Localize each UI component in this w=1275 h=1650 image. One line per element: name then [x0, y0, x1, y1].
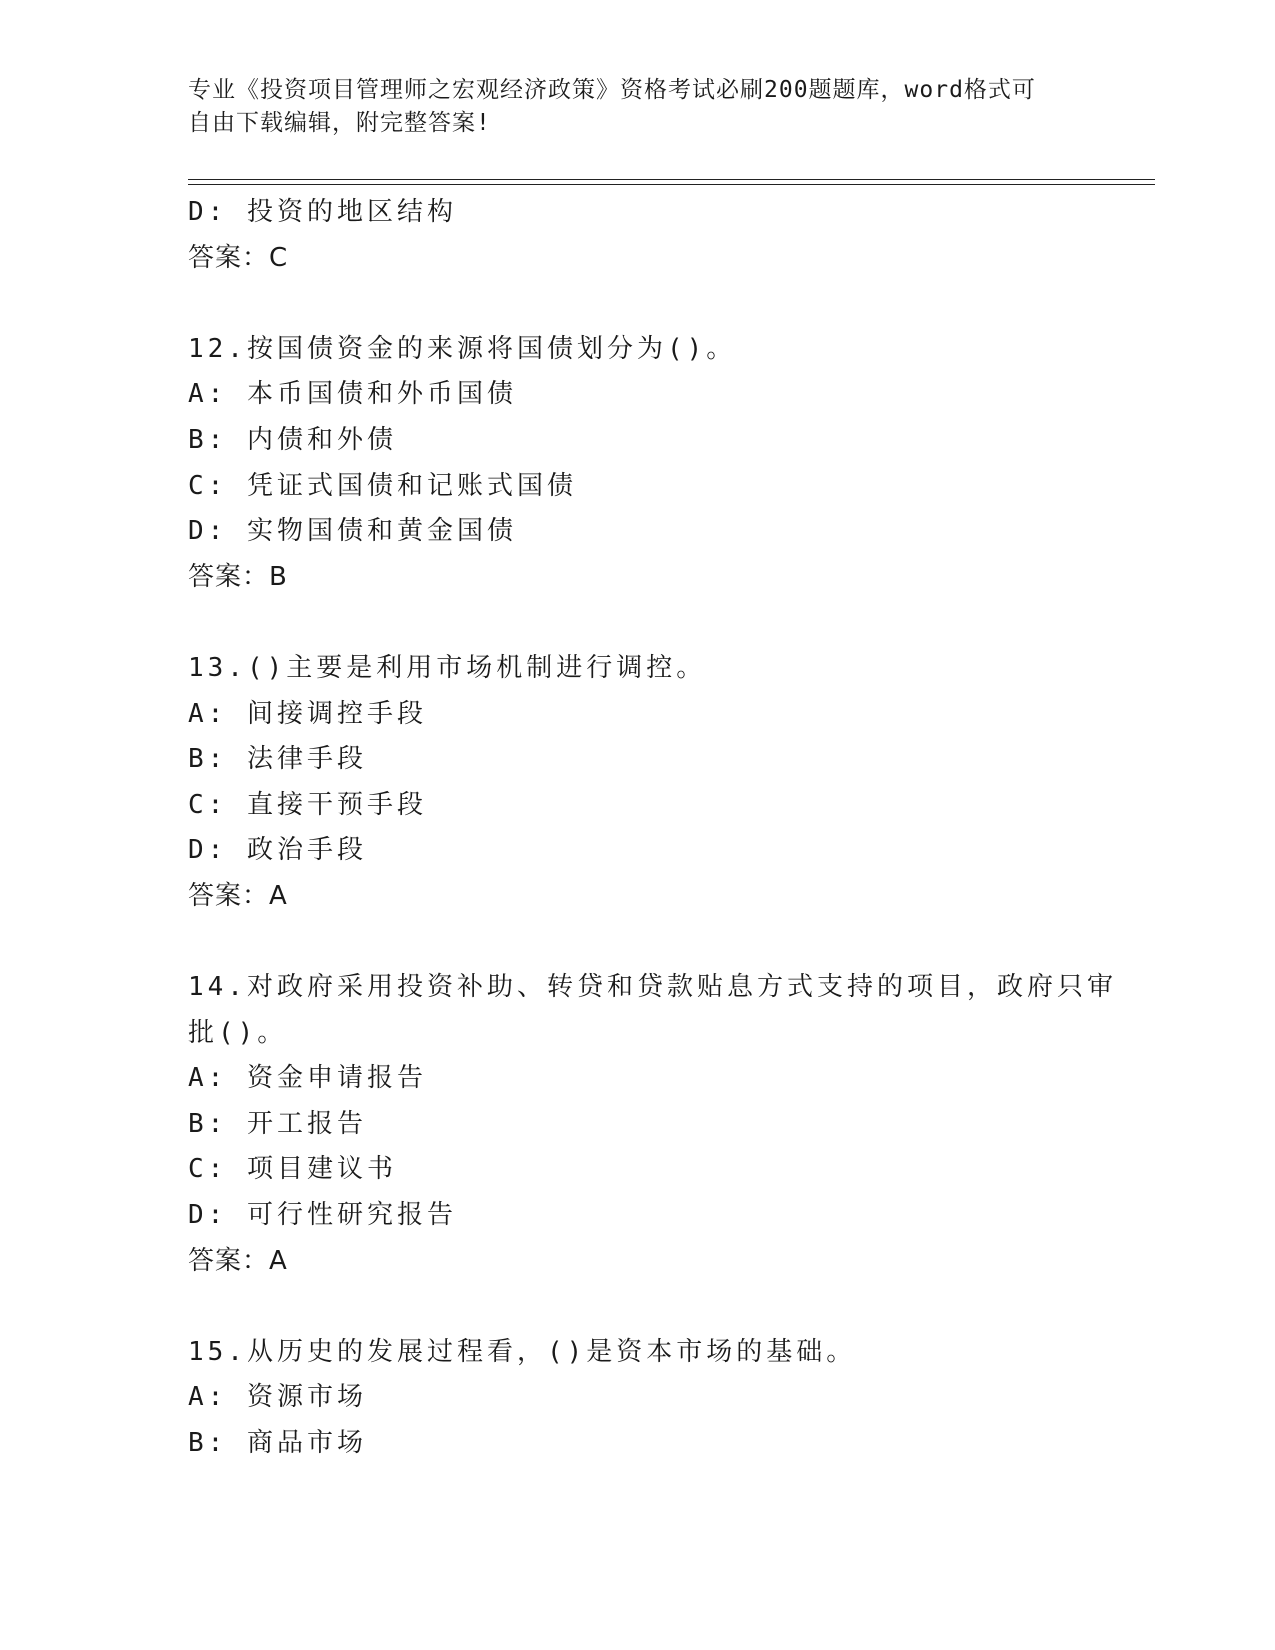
spacer — [188, 281, 1088, 327]
question-stem-line-1: 14.对政府采用投资补助、转贷和贷款贴息方式支持的项目，政府只审 — [188, 972, 1117, 1003]
spacer — [188, 920, 1088, 966]
option-a: A: 资金申请报告 — [188, 1063, 427, 1094]
option-b: B: 开工报告 — [188, 1108, 367, 1139]
answer-line: 答案：A — [188, 880, 288, 911]
option-a: A: 本币国债和外币国债 — [188, 379, 517, 410]
option-b: B: 法律手段 — [188, 744, 367, 775]
option-a: A: 资源市场 — [188, 1382, 367, 1413]
question-14 — [188, 965, 1117, 1284]
answer-line: 答案：C — [188, 242, 289, 273]
header-line-2: 自由下载编辑，附完整答案! — [188, 110, 491, 136]
spacer — [188, 600, 1088, 646]
spacer — [188, 1284, 1088, 1330]
answer-line: 答案：A — [188, 1245, 288, 1276]
question-stem-line-2: 批()。 — [188, 1017, 288, 1048]
question-stem: 13.()主要是利用市场机制进行调控。 — [188, 652, 707, 683]
document-header — [188, 74, 1088, 140]
question-15 — [188, 1330, 1088, 1467]
option-d: D: 政治手段 — [188, 835, 367, 866]
option-c: C: 直接干预手段 — [188, 789, 427, 820]
option-c: C: 凭证式国债和记账式国债 — [188, 470, 577, 501]
header-line-1: 专业《投资项目管理师之宏观经济政策》资格考试必刷200题题库，word格式可 — [188, 77, 1036, 103]
option-a: A: 间接调控手段 — [188, 698, 427, 729]
question-12 — [188, 327, 1088, 601]
option-b: B: 内债和外债 — [188, 424, 397, 455]
option-c: C: 项目建议书 — [188, 1154, 397, 1185]
question-13 — [188, 646, 1088, 920]
option-d: D: 可行性研究报告 — [188, 1200, 457, 1231]
question-stem: 12.按国债资金的来源将国债划分为()。 — [188, 333, 737, 364]
previous-question-tail — [188, 190, 1088, 281]
option-b: B: 商品市场 — [188, 1428, 367, 1459]
option-d: D: 实物国债和黄金国债 — [188, 516, 517, 547]
header-rule-top — [188, 179, 1155, 180]
header-rule-bottom — [188, 184, 1155, 185]
answer-line: 答案：B — [188, 561, 288, 592]
question-list — [188, 190, 1117, 1467]
option-d: D: 投资的地区结构 — [188, 197, 457, 227]
question-stem: 15.从历史的发展过程看，()是资本市场的基础。 — [188, 1336, 857, 1367]
